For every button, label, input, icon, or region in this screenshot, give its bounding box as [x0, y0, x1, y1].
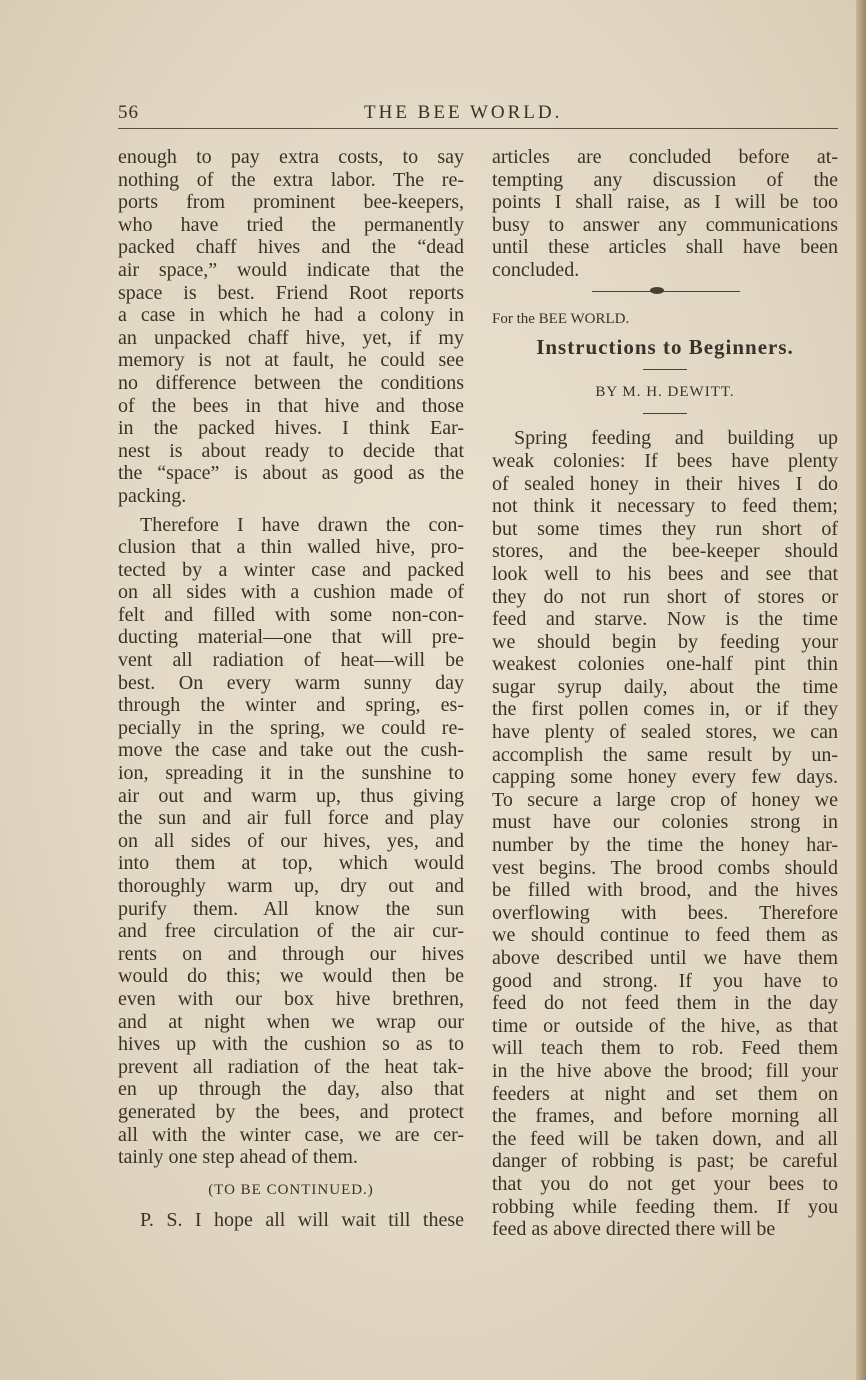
text-line: look well to his bees and see that	[492, 562, 838, 585]
page-number: 56	[118, 102, 139, 123]
text-line: we should continue to feed them as	[492, 924, 838, 947]
text-line: air space,” would indicate that the	[118, 258, 464, 281]
text-line: be filled with brood, and the hives	[492, 879, 838, 902]
text-line: not think it necessary to feed them;	[492, 495, 838, 518]
text-line: memory is not at fault, he could see	[118, 349, 464, 372]
text-line: To secure a large crop of honey we	[492, 788, 838, 811]
text-line: feeders at night and set them on	[492, 1082, 838, 1105]
text-line: a case in which he had a colony in	[118, 304, 464, 327]
running-title: THE BEE WORLD.	[364, 102, 563, 123]
text-line: space is best. Friend Root reports	[118, 281, 464, 304]
paragraph-1	[118, 146, 464, 508]
text-line: who have tried the permanently	[118, 213, 464, 236]
text-line: and at night when we wrap our	[118, 1010, 464, 1033]
article-body	[492, 427, 838, 1240]
text-line: through the winter and spring, es-	[118, 694, 464, 717]
text-line: best. On every warm sunny day	[118, 671, 464, 694]
text-line: the frames, and before morning all	[492, 1105, 838, 1128]
text-line: number by the time the honey har-	[492, 834, 838, 857]
text-line: air out and warm up, thus giving	[118, 784, 464, 807]
text-line: en up through the day, also that	[118, 1078, 464, 1101]
text-line: time or outside of the hive, as that	[492, 1014, 838, 1037]
text-line: packed chaff hives and the “dead	[118, 236, 464, 259]
left-column	[118, 146, 464, 1233]
text-line: articles are concluded before at-	[492, 146, 838, 168]
text-line: that you do not get your bees to	[492, 1172, 838, 1195]
text-line: all with the winter case, we are cer-	[118, 1123, 464, 1146]
text-line: nothing of the extra labor. The re-	[118, 168, 464, 191]
text-line: generated by the bees, and protect	[118, 1100, 464, 1123]
text-line: robbing while feeding them. If you	[492, 1195, 838, 1218]
text-line: purify them. All know the sun	[118, 897, 464, 920]
text-line: will teach them to rob. Feed them	[492, 1037, 838, 1060]
author: BY M. H. DEWITT.	[595, 383, 735, 400]
text-line: ducting material—one that will pre-	[118, 626, 464, 649]
text-line: ports from prominent bee-keepers,	[118, 191, 464, 214]
text-line: vest begins. The brood combs should	[492, 856, 838, 879]
text-line: we should begin by feeding your	[492, 630, 838, 653]
text-line: the first pollen comes in, or if they	[492, 698, 838, 721]
text-line: on all sides with a cushion made of	[118, 581, 464, 604]
ornament-divider	[492, 282, 838, 302]
paragraph-2	[118, 514, 464, 1169]
text-line: weak colonies: If bees have plenty	[492, 449, 838, 472]
text-line: tected by a winter case and packed	[118, 558, 464, 581]
text-line: felt and filled with some non-con-	[118, 603, 464, 626]
right-column	[492, 146, 838, 1241]
to-be-continued: (TO BE CONTINUED.)	[208, 1181, 374, 1198]
text-line: feed do not feed them in the day	[492, 992, 838, 1015]
header-rule	[118, 128, 838, 129]
text-line: Therefore I have drawn the con-	[140, 513, 464, 536]
text-line: on all sides of our hives, yes, and	[118, 829, 464, 852]
text-line: an unpacked chaff hive, yet, if my	[118, 326, 464, 349]
text-line: weakest colonies one-half pint thin	[492, 653, 838, 676]
text-line: in the packed hives. I think Ear-	[118, 417, 464, 440]
text-line: the feed will be taken down, and all	[492, 1127, 838, 1150]
page-edge	[856, 0, 866, 1380]
text-line: they do not run short of stores or	[492, 585, 838, 608]
text-line: sugar syrup daily, about the time	[492, 675, 838, 698]
title-rule	[492, 363, 838, 377]
text-line: clusion that a thin walled hive, pro-	[118, 536, 464, 559]
text-line: of sealed honey in their hives I do	[492, 472, 838, 495]
text-line: concluded.	[492, 258, 580, 281]
text-line: the “space” is about as good as the	[118, 462, 464, 485]
text-line: enough to pay extra costs, to say	[118, 146, 464, 168]
text-line: no difference between the conditions	[118, 371, 464, 394]
text-line: capping some honey every few days.	[492, 766, 838, 789]
text-line: until these articles shall have been	[492, 236, 838, 259]
text-line: in the hive above the brood; fill your	[492, 1059, 838, 1082]
text-line: accomplish the same result by un-	[492, 743, 838, 766]
text-line: pecially in the spring, we could re-	[118, 716, 464, 739]
text-line: and free circulation of the air cur-	[118, 920, 464, 943]
text-line: above described until we have them	[492, 947, 838, 969]
text-line: points I shall raise, as I will be too	[492, 191, 838, 214]
text-line: Spring feeding and building up	[514, 427, 838, 450]
text-line: ion, spreading it in the sunshine to	[118, 762, 464, 785]
text-line: but some times they run short of	[492, 517, 838, 540]
text-line: move the case and take out the cush-	[118, 739, 464, 762]
text-line: have plenty of sealed stores, we can	[492, 721, 838, 744]
text-line: danger of robbing is past; be careful	[492, 1150, 838, 1173]
text-line: feed as above directed there will be	[492, 1218, 776, 1241]
article-title: Instructions to Beginners.	[536, 335, 794, 360]
text-line: good and strong. If you have to	[492, 969, 838, 992]
text-line: into them at top, which would	[118, 852, 464, 875]
page-header	[118, 102, 838, 128]
text-line: rents on and through our hives	[118, 942, 464, 965]
text-line: of the bees in that hive and those	[118, 394, 464, 417]
text-line: overflowing with bees. Therefore	[492, 901, 838, 924]
text-line: busy to answer any communications	[492, 213, 838, 236]
text-line: hives up with the cushion so as to	[118, 1033, 464, 1056]
text-line: vent all radiation of heat—will be	[118, 649, 464, 672]
postscript-continuation	[492, 146, 838, 282]
text-line: the sun and air full force and play	[118, 807, 464, 830]
text-line: stores, and the bee-keeper should	[492, 540, 838, 563]
text-line: must have our colonies strong in	[492, 811, 838, 834]
author-rule	[492, 407, 838, 421]
text-line: feed and starve. Now is the time	[492, 608, 838, 631]
text-line: even with our box hive brethren,	[118, 987, 464, 1010]
text-line: tainly one step ahead of them.	[118, 1146, 358, 1169]
text-line: thoroughly warm up, dry out and	[118, 875, 464, 897]
postscript-line: P. S. I hope all will wait till these	[140, 1208, 464, 1231]
text-line: prevent all radiation of the heat tak-	[118, 1055, 464, 1078]
text-line: would do this; we would then be	[118, 965, 464, 988]
text-line: tempting any discussion of the	[492, 168, 838, 191]
text-line: nest is about ready to decide that	[118, 439, 464, 462]
text-line: packing.	[118, 484, 187, 507]
byline: For the BEE WORLD.	[492, 310, 630, 327]
